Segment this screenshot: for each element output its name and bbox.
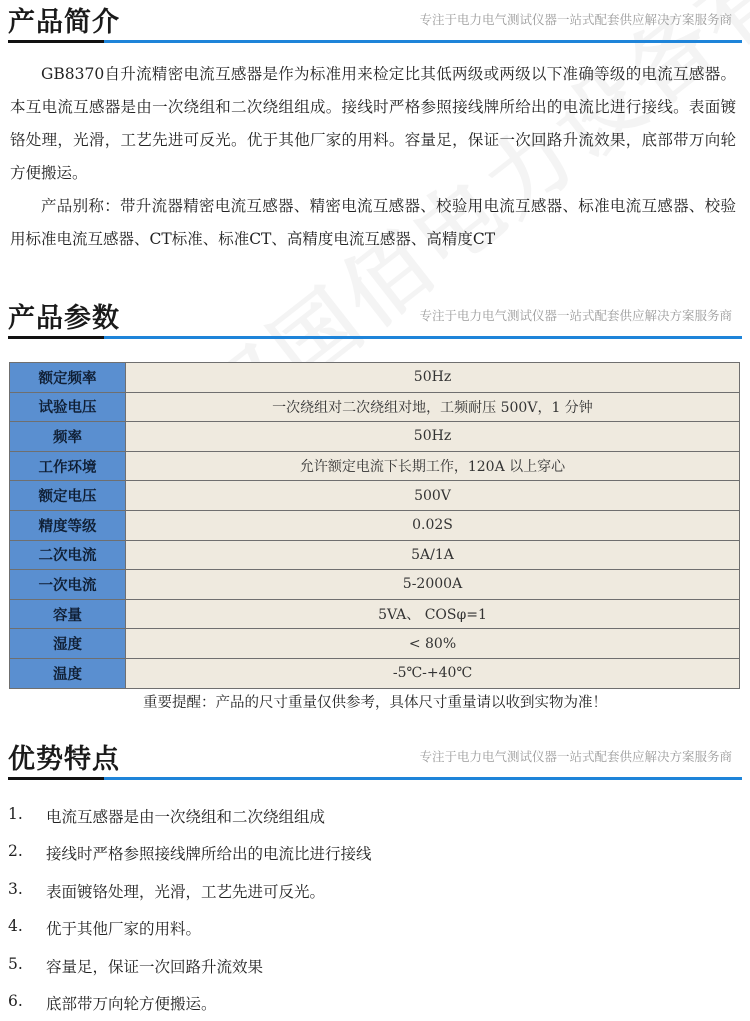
param-key: 额定电压	[10, 481, 126, 511]
params-table	[9, 362, 740, 689]
list-item-number: 1.	[8, 805, 23, 823]
advantages-divider	[8, 777, 742, 780]
intro-paragraph: GB8370自升流精密电流互感器是作为标准用来检定比其低两级或两级以下准确等级的电流互感器。本互电流互感器是由一次绕组和二次绕组组成。接线时严格参照接线牌所给出的电流比进行接线。表面镀铬处理，光滑，工艺先进可反光。优于其他厂家的用料。容量足，保证一次回路升流效果，底部带万向轮方便搬运。	[10, 65, 736, 182]
intro-header	[0, 0, 750, 46]
intro-divider	[8, 40, 742, 43]
table-row	[10, 481, 740, 511]
list-item	[0, 834, 750, 871]
advantages-header	[0, 737, 750, 783]
param-key: 额定频率	[10, 363, 126, 393]
param-value: 50Hz	[126, 422, 740, 452]
advantages-subtitle: 专注于电力电气测试仪器一站式配套供应解决方案服务商	[419, 749, 732, 764]
table-row	[10, 629, 740, 659]
list-item-text: 底部带万向轮方便搬运。	[46, 994, 217, 1013]
intro-aliases: 产品别称：带升流器精密电流互感器、精密电流互感器、校验用电流互感器、标准电流互感器、校验用标准电流互感器、CT标准、标准CT、高精度电流互感器、高精度CT	[10, 197, 736, 248]
param-key: 精度等级	[10, 510, 126, 540]
intro-title: 产品简介	[8, 7, 120, 38]
param-value: 500V	[126, 481, 740, 511]
list-item-text: 表面镀铬处理，光滑，工艺先进可反光。	[46, 882, 326, 901]
param-value: -5℃-+40℃	[126, 658, 740, 688]
param-value: < 80%	[126, 629, 740, 659]
param-key: 工作环境	[10, 451, 126, 481]
list-item	[0, 984, 750, 1021]
params-subtitle: 专注于电力电气测试仪器一站式配套供应解决方案服务商	[419, 308, 732, 323]
table-row	[10, 540, 740, 570]
advantages-section	[0, 737, 750, 1013]
list-item	[0, 947, 750, 984]
param-value: 5A/1A	[126, 540, 740, 570]
list-item	[0, 872, 750, 909]
list-item-text: 电流互感器是由一次绕组和二次绕组组成	[46, 808, 326, 826]
list-item-text: 优于其他厂家的用料。	[46, 920, 202, 939]
table-row	[10, 599, 740, 629]
param-key: 容量	[10, 599, 126, 629]
param-key: 频率	[10, 422, 126, 452]
param-key: 温度	[10, 658, 126, 688]
size-weight-notice: 重要提醒：产品的尺寸重量仅供参考，具体尺寸重量请以收到实物为准！	[143, 695, 607, 711]
param-key: 一次电流	[10, 570, 126, 600]
param-value: 5-2000A	[126, 570, 740, 600]
table-row	[10, 363, 740, 393]
params-section	[0, 296, 750, 716]
list-item	[0, 797, 750, 834]
param-value: 0.02S	[126, 510, 740, 540]
intro-subtitle: 专注于电力电气测试仪器一站式配套供应解决方案服务商	[419, 12, 732, 27]
param-key: 湿度	[10, 629, 126, 659]
list-item-number: 3.	[8, 879, 23, 898]
param-value: 允许额定电流下长期工作，120A 以上穿心	[126, 451, 740, 481]
advantages-list	[0, 797, 750, 1021]
list-item	[0, 909, 750, 946]
params-title: 产品参数	[8, 303, 120, 334]
advantages-title: 优势特点	[8, 744, 120, 775]
list-item-number: 5.	[8, 954, 23, 973]
param-value: 5VA、 COSφ=1	[126, 599, 740, 629]
param-value: 50Hz	[126, 363, 740, 393]
list-item-number: 2.	[8, 842, 23, 861]
list-item-text: 接线时严格参照接线牌所给出的电流比进行接线	[46, 845, 372, 864]
params-divider	[8, 336, 742, 339]
table-row	[10, 422, 740, 452]
param-key: 试验电压	[10, 392, 126, 422]
list-item-number: 4.	[8, 917, 23, 936]
table-row	[10, 392, 740, 422]
table-row	[10, 510, 740, 540]
table-row	[10, 451, 740, 481]
table-row	[10, 658, 740, 688]
list-item-text: 容量足，保证一次回路升流效果	[46, 957, 264, 976]
param-key: 二次电流	[10, 540, 126, 570]
intro-section	[0, 0, 750, 248]
param-value: 一次绕组对二次绕组对地，工频耐压 500V，1 分钟	[126, 392, 740, 422]
list-item-number: 6.	[8, 991, 23, 1010]
table-row	[10, 570, 740, 600]
params-header	[0, 296, 750, 342]
